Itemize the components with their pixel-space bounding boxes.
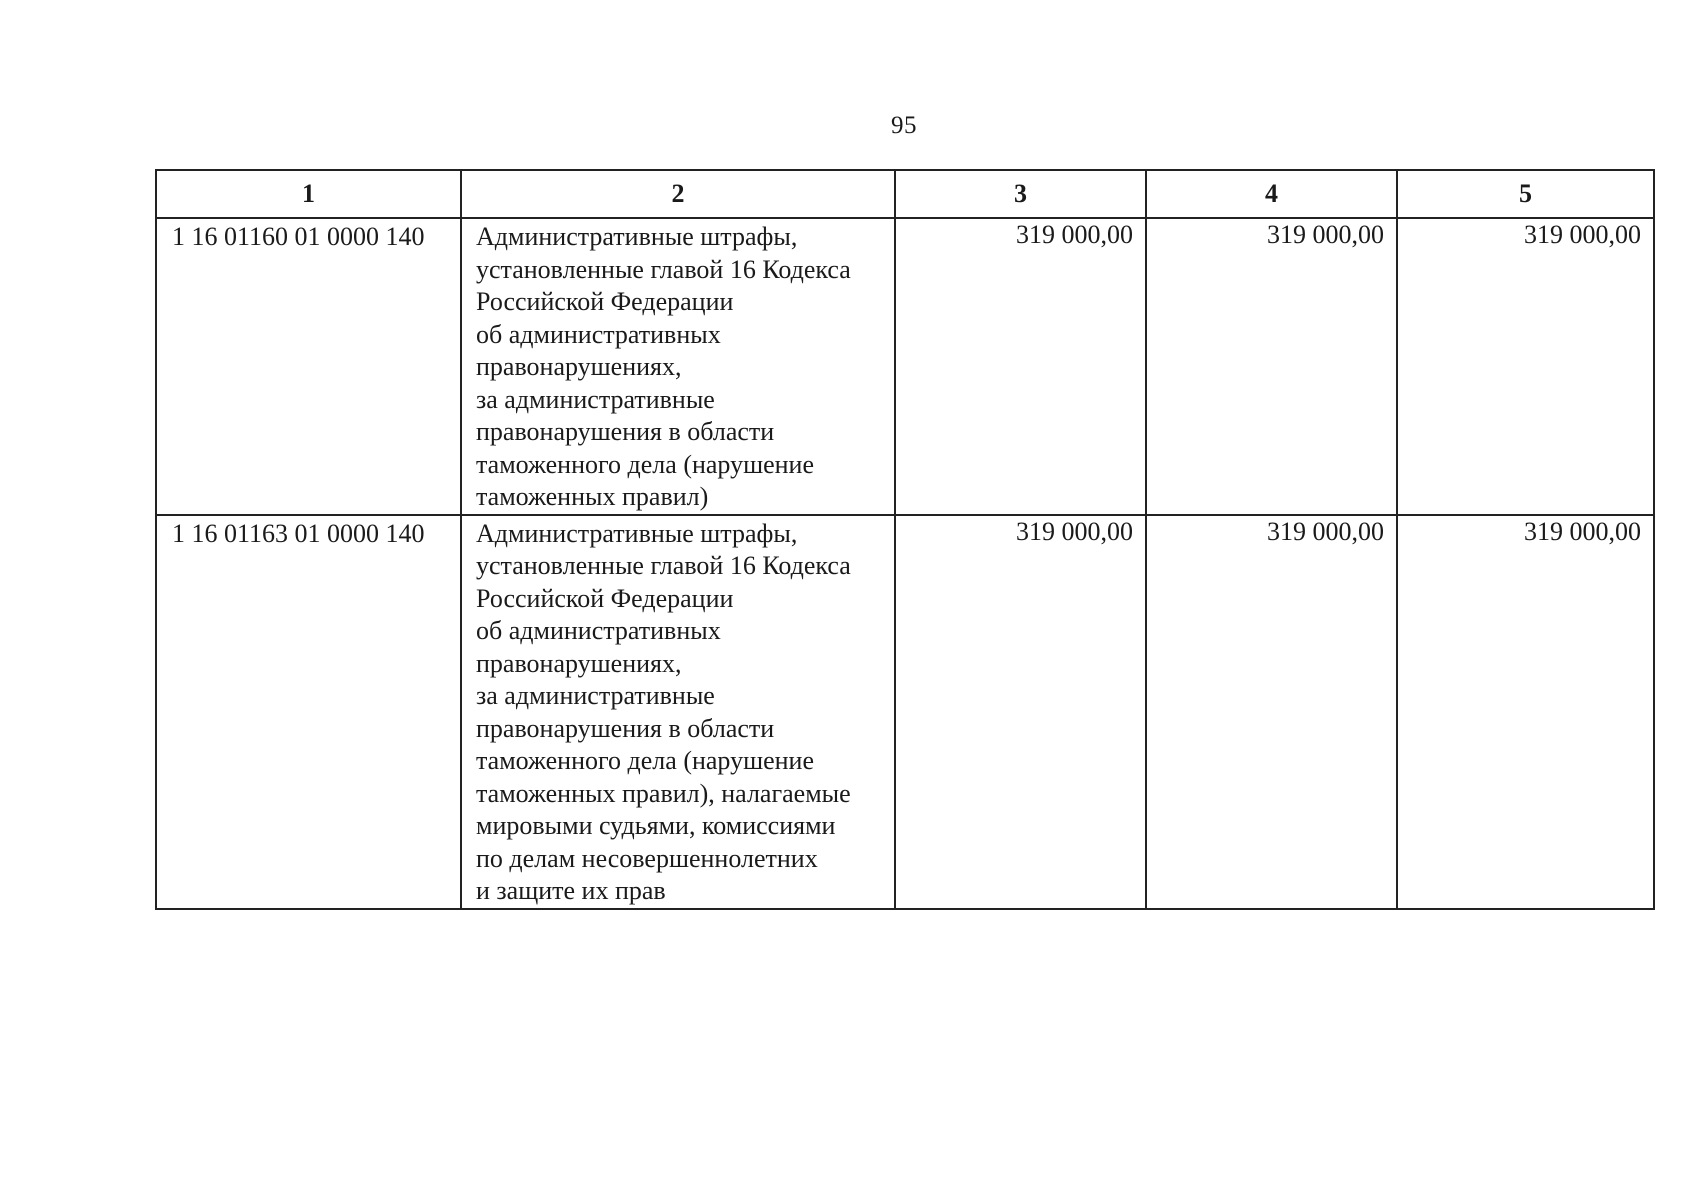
name-line: таможенного дела (нарушение [476, 746, 815, 775]
row-amount-col-5: 319 000,00 [1397, 218, 1654, 515]
name-line: Российской Федерации [476, 287, 734, 316]
name-line: таможенных правил), налагаемые [476, 778, 851, 808]
name-line: об административных [476, 319, 721, 349]
row-amount-col-4: 319 000,00 [1146, 218, 1397, 515]
row-code: 1 16 01163 01 0000 140 [156, 515, 461, 909]
name-line: мировыми судьями, комиссиями [476, 811, 836, 840]
name-line: правонарушения в области [476, 417, 775, 446]
row-name [461, 515, 895, 909]
header-col-3: 3 [895, 170, 1146, 218]
name-line: установленные главой 16 Кодекса [476, 551, 851, 580]
name-line: Российской Федерации [476, 583, 734, 613]
header-col-2: 2 [461, 170, 895, 218]
row-amount-col-3: 319 000,00 [895, 515, 1146, 909]
name-line: за административные [476, 681, 715, 710]
name-line: по делам несовершеннолетних [476, 843, 818, 873]
header-col-1: 1 [156, 170, 461, 218]
name-line: правонарушения в области [476, 713, 775, 743]
name-line: и защите их прав [476, 876, 666, 905]
name-line: за административные [476, 384, 715, 414]
row-amount-col-3: 319 000,00 [895, 218, 1146, 515]
name-line: таможенного дела (нарушение [476, 449, 815, 479]
name-line: правонарушениях, [476, 648, 682, 678]
row-name [461, 218, 895, 515]
header-col-4: 4 [1146, 170, 1397, 218]
row-amount-col-4: 319 000,00 [1146, 515, 1397, 909]
table-row [156, 218, 1654, 515]
page-number: 95 [891, 112, 917, 139]
table-row [156, 515, 1654, 909]
name-line: правонарушениях, [476, 352, 682, 381]
header-row [156, 170, 1654, 218]
name-line: таможенных правил) [476, 482, 709, 511]
header-col-5: 5 [1397, 170, 1654, 218]
name-line: об административных [476, 616, 721, 645]
row-code: 1 16 01160 01 0000 140 [156, 218, 461, 515]
name-line: Административные штрафы, [476, 518, 798, 548]
name-line: установленные главой 16 Кодекса [476, 254, 851, 284]
row-amount-col-5: 319 000,00 [1397, 515, 1654, 909]
name-line: Административные штрафы, [476, 222, 798, 251]
budget-table [155, 169, 1655, 910]
